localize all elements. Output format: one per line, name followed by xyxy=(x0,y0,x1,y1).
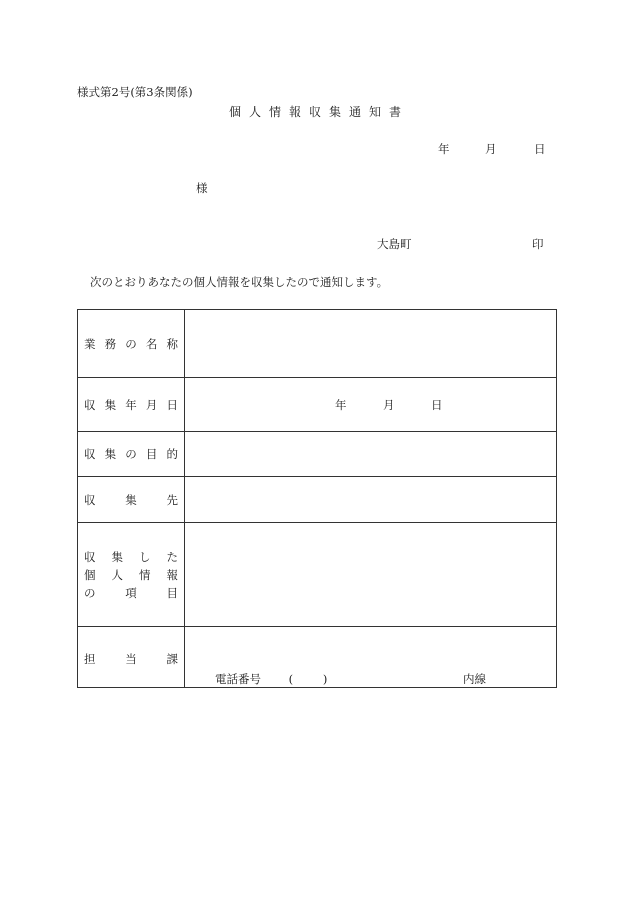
label-char: 項 xyxy=(125,585,137,600)
label-char: 称 xyxy=(166,336,178,351)
label-char: 収 xyxy=(84,549,96,564)
label-char: 務 xyxy=(104,336,117,351)
label-char: 集 xyxy=(111,549,123,564)
label-char: 日 xyxy=(166,397,178,412)
label-char: 収 xyxy=(84,492,96,507)
label-char: の xyxy=(125,447,137,461)
date-year-label: 年 xyxy=(438,142,450,156)
seal-mark: 印 xyxy=(532,237,544,251)
label-char: 集 xyxy=(104,397,117,412)
table-row xyxy=(78,432,557,477)
phone-line xyxy=(215,671,486,687)
responsible-section-field[interactable] xyxy=(185,627,557,688)
label-char: の xyxy=(84,585,96,600)
collection-purpose-field[interactable] xyxy=(185,432,557,477)
label-char: 年 xyxy=(125,397,137,412)
label-char: 課 xyxy=(166,652,178,666)
intro-text: 次のとおりあなたの個人情報を収集したので通知します。 xyxy=(90,275,389,289)
date-day-label: 日 xyxy=(534,142,546,156)
label-char: 的 xyxy=(166,447,178,461)
table-row xyxy=(78,310,557,378)
addressee-suffix: 様 xyxy=(196,181,208,195)
task-name-field[interactable] xyxy=(185,310,557,378)
row-label-collection-source xyxy=(78,477,185,523)
label-char: 個 xyxy=(84,567,96,582)
label-char: 目 xyxy=(166,585,178,600)
label-char: 目 xyxy=(145,447,158,461)
table-row xyxy=(78,477,557,523)
phone-paren-open: ( xyxy=(288,672,294,686)
phone-paren-close: ) xyxy=(322,672,328,686)
collection-date-field[interactable] xyxy=(185,378,557,432)
label-char: 月 xyxy=(145,397,158,412)
label-char: 担 xyxy=(84,652,96,666)
collected-items-field[interactable] xyxy=(185,523,557,627)
collection-source-field[interactable] xyxy=(185,477,557,523)
label-char: 先 xyxy=(166,492,178,507)
label-char: 名 xyxy=(145,336,158,351)
row-label-collection-date xyxy=(78,378,185,432)
date-year-label: 年 xyxy=(335,397,347,412)
label-char: 収 xyxy=(84,397,96,412)
label-char: 集 xyxy=(125,492,137,507)
label-char: し xyxy=(139,549,151,564)
document-title: 個人情報収集通知書 xyxy=(228,105,409,119)
extension-label: 内線 xyxy=(462,672,486,686)
phone-label: 電話番号 xyxy=(215,672,261,686)
label-char: 業 xyxy=(84,336,96,351)
label-char: の xyxy=(125,336,137,351)
date-day-label: 日 xyxy=(431,397,443,412)
row-label-collected-items xyxy=(78,523,185,627)
label-char: 情 xyxy=(139,567,151,582)
issuer-name: 大島町 xyxy=(377,237,412,251)
label-char: 当 xyxy=(125,652,137,666)
form-number: 様式第2号(第3条関係) xyxy=(77,85,193,99)
table-row xyxy=(78,523,557,627)
row-label-task-name xyxy=(78,310,185,378)
table-row xyxy=(78,627,557,688)
label-char: た xyxy=(166,549,178,564)
label-char: 報 xyxy=(166,567,178,582)
label-char: 人 xyxy=(111,567,123,582)
date-month-label: 月 xyxy=(485,142,497,156)
row-label-collection-purpose xyxy=(78,432,185,477)
information-table xyxy=(77,309,557,688)
label-char: 収 xyxy=(84,447,96,461)
table-row xyxy=(78,378,557,432)
date-month-label: 月 xyxy=(383,397,395,412)
label-char: 集 xyxy=(104,447,117,461)
row-label-responsible-section xyxy=(78,627,185,688)
